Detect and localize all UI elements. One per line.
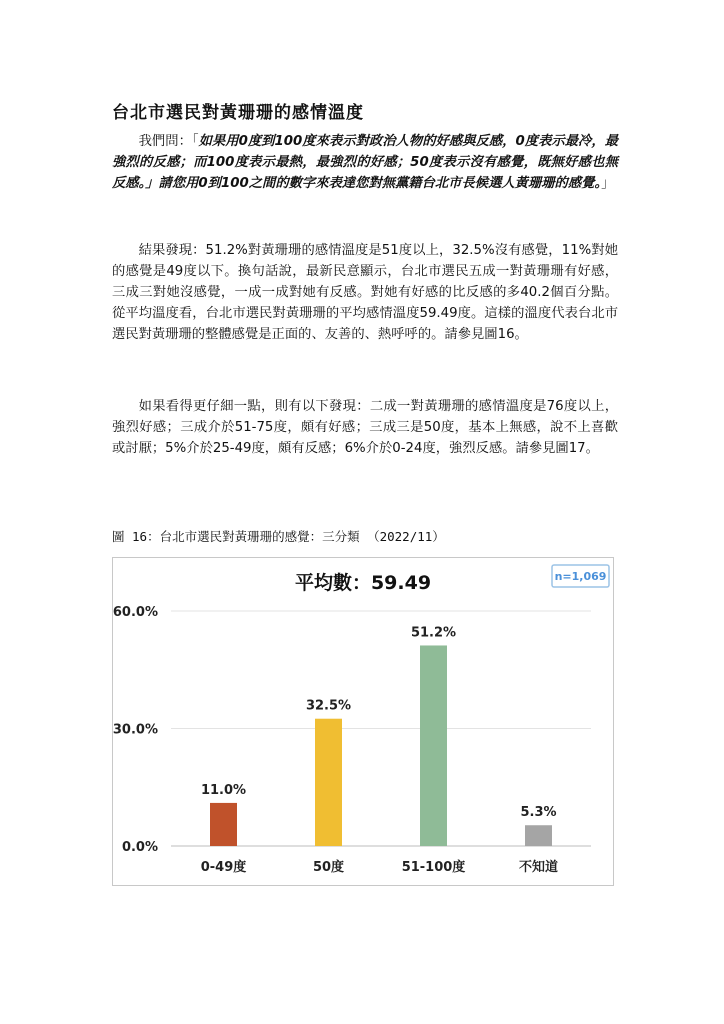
data-label: 51.2% <box>410 625 457 641</box>
data-label: 32.5% <box>305 698 352 714</box>
bar-chart <box>112 557 614 886</box>
x-tick-label: 51-100度 <box>401 860 466 875</box>
bar <box>525 825 552 846</box>
bar <box>210 803 237 846</box>
figure-caption: 圖 16：台北市選民對黃珊珊的感覺：三分類 （2022/11） <box>112 529 445 544</box>
chart-title: 平均數：59.49 <box>294 572 432 594</box>
y-tick-label: 60.0% <box>113 605 158 620</box>
question-text: 如果用0度到100度來表示對政治人物的好感與反感，0度表示最冷，最強烈的反感；而100度表示最熱，最強烈的好感；50度表示沒有感覺，既無好感也無反感。」請您用0到100之間的數字來表達您對無黨籍台北市長候選人黃珊珊的感覺。 <box>112 134 619 191</box>
question-paragraph <box>112 131 618 194</box>
bar <box>420 645 447 846</box>
finding-paragraph-2: 如果看得更仔細一點，則有以下發現：二成一對黃珊珊的感情溫度是76度以上，強烈好感；三成介於51-75度，頗有好感；三成三是50度，基本上無感，說不上喜歡或討厭；5%介於25-49度，頗有反感；6%介於0-24度，強烈反感。請參見圖17。 <box>112 399 618 456</box>
data-label: 5.3% <box>520 805 557 821</box>
question-intro: 我們問： <box>138 134 192 149</box>
finding-paragraph-1: 結果發現：51.2%對黃珊珊的感情溫度是51度以上，32.5%沒有感覺，11%對她的感覺是49度以下。換句話說，最新民意顯示，台北市選民五成一對黃珊珊有好感，三成三對她沒感覺，一成一成對她有反感。對她有好感的比反感的多40.2個百分點。從平均溫度看，台北市選民對黃珊珊的平均感情溫度59.49度。這樣的溫度代表台北市選民對黃珊珊的整體感覺是正面的、友善的、熱呼呼的。請參見圖16。 <box>112 243 618 342</box>
x-tick-label: 0-49度 <box>200 860 247 875</box>
question-open-quote: 「 <box>191 134 199 149</box>
y-tick-label: 0.0% <box>121 840 158 855</box>
chart-canvas <box>113 558 613 885</box>
y-tick-label: 30.0% <box>113 722 158 738</box>
sample-size-label: n=1,069 <box>554 570 607 583</box>
data-label: 11.0% <box>200 782 247 798</box>
x-tick-label: 不知道 <box>518 860 559 875</box>
x-tick-label: 50度 <box>312 860 345 875</box>
bar <box>315 719 342 846</box>
document-title: 台北市選民對黃珊珊的感情溫度 <box>112 103 364 123</box>
question-close-quote: 」 <box>601 176 615 191</box>
